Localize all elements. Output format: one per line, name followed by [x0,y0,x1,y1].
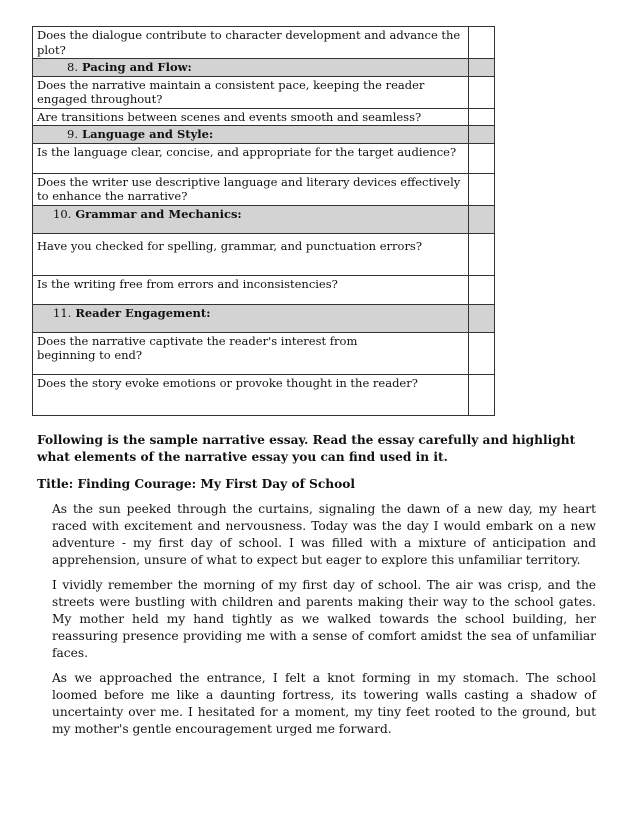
section-title: Pacing and Flow: [82,60,192,74]
section-number: 9. [67,127,78,141]
checklist-row [33,332,495,374]
question-text: Does the narrative maintain a consistent pace, keeping the reader engaged throughout? [33,76,469,108]
checklist-row [33,27,495,59]
essay-instruction: Following is the sample narrative essay. Read the essay carefully and highlight what elements of the narrative essay you can find used in it. [37,433,576,464]
answer-cell[interactable] [469,27,495,59]
answer-cell[interactable] [469,143,495,173]
answer-cell [469,205,495,233]
checklist-row [33,143,495,173]
answer-cell [469,126,495,144]
question-text: Does the narrative captivate the reader's interest from beginning to end? [33,332,469,374]
essay-section [37,432,603,746]
section-heading [33,59,469,77]
question-text: Is the language clear, concise, and appropriate for the target audience? [33,143,469,173]
essay-title: Title: Finding Courage: My First Day of School [37,477,356,491]
section-heading [33,205,469,233]
section-title: Language and Style: [82,127,214,141]
section-number: 8. [67,60,78,74]
answer-cell[interactable] [469,76,495,108]
essay-paragraph: As the sun peeked through the curtains, signaling the dawn of a new day, my heart raced with excitement and nervousness. Today was the day I would embark on a new adventure - my first day of school. I was filled with a mixture of anticipation and apprehension, unsure of what to expect but eager to explore this unfamiliar territory. [52,502,596,567]
question-text: Are transitions between scenes and events smooth and seamless? [33,108,469,126]
section-title: Grammar and Mechanics: [75,206,242,221]
question-text: Is the writing free from errors and inconsistencies? [33,275,469,304]
answer-cell[interactable] [469,275,495,304]
section-heading [33,304,469,332]
question-text: Does the story evoke emotions or provoke thought in the reader? [33,374,469,415]
question-text: Does the writer use descriptive language and literary devices effectively to enhance the narrative? [33,173,469,205]
answer-cell[interactable] [469,332,495,374]
question-text: Does the dialogue contribute to character development and advance the plot? [33,27,469,59]
checklist-row [33,374,495,415]
answer-cell [469,304,495,332]
checklist-row [33,76,495,108]
section-heading [33,126,469,144]
section-number: 10. [53,206,72,221]
answer-cell[interactable] [469,374,495,415]
answer-cell[interactable] [469,173,495,205]
essay-paragraph: As we approached the entrance, I felt a knot forming in my stomach. The school loomed before me like a daunting fortress, its towering walls casting a shadow of uncertainty over me. I hesitated for a moment, my tiny feet rooted to the ground, but my mother's gentle encouragement urged me forward. [52,671,596,736]
section-row [33,304,495,332]
section-number: 11. [53,305,72,320]
section-row [33,59,495,77]
checklist-row [33,275,495,304]
answer-cell[interactable] [469,108,495,126]
checklist-table [32,26,495,416]
checklist-row [33,233,495,275]
question-text: Have you checked for spelling, grammar, and punctuation errors? [33,233,469,275]
essay-paragraph: I vividly remember the morning of my first day of school. The air was crisp, and the streets were bustling with children and parents making their way to the school gates. My mother held my hand tightly as we walked towards the school building, her reassuring presence providing me with a sense of comfort amidst the sea of unfamiliar faces. [52,578,596,660]
answer-cell [469,59,495,77]
checklist-row [33,108,495,126]
answer-cell[interactable] [469,233,495,275]
section-title: Reader Engagement: [75,305,211,320]
section-row [33,126,495,144]
checklist-row [33,173,495,205]
section-row [33,205,495,233]
